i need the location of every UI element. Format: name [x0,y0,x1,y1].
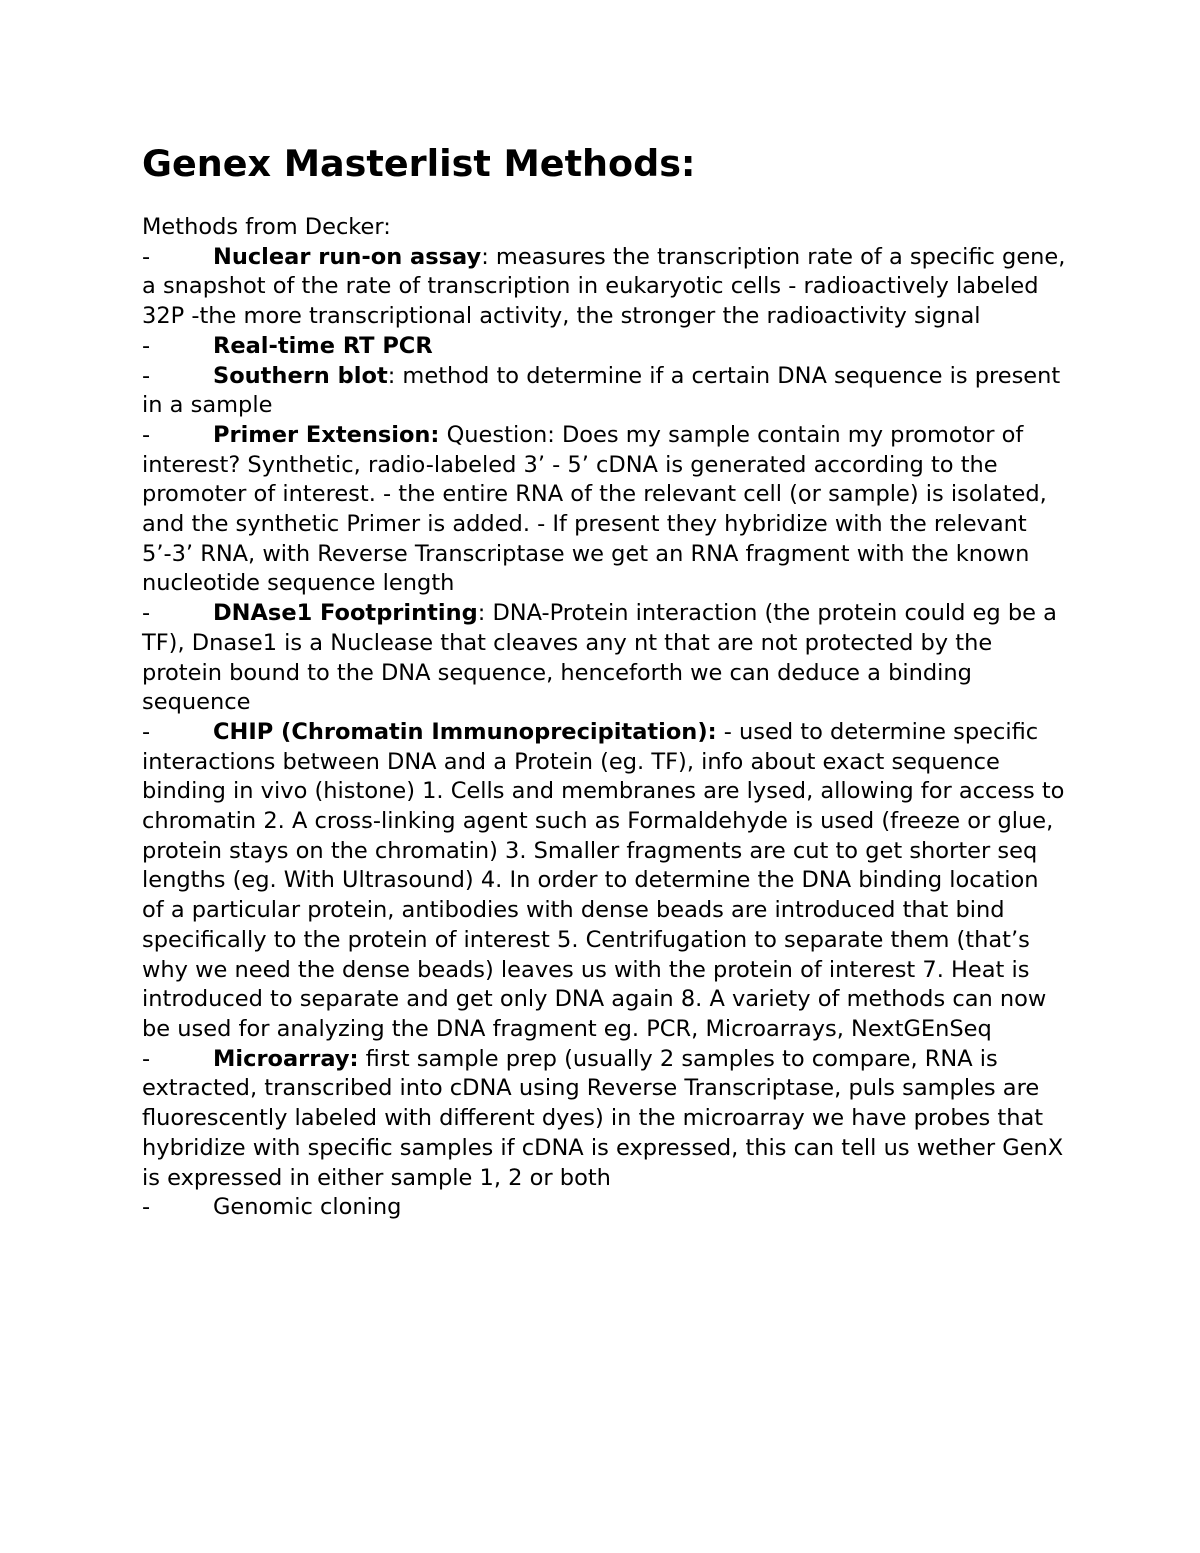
method-term: Real-time RT PCR [213,332,433,359]
bullet-dash: - [142,421,151,448]
bullet-dash: - [142,243,151,270]
methods-list [142,243,1067,1223]
bullet-dash: - [142,1045,151,1072]
bullet-dash: - [142,600,151,627]
bullet-dash: - [142,1194,151,1221]
method-text: Genomic cloning [213,1194,402,1221]
method-text: Question: Does my sample contain my promotor of interest? Synthetic, radio-labeled 3’ - 5’ cDNA is generated according to the promoter of interest. - the entire RNA of the relevant cell (or sample) is isolated, and the synthetic Primer is added. - If present they hybridize with the relevant 5’-3’ RNA, with Reverse Transcriptase we get an RNA fragment with the known nucleotide sequence length [142,421,1047,597]
document-page [142,140,1067,1223]
bullet-dash: - [142,362,151,389]
bullet-dash: - [142,332,151,359]
intro-line: Methods from Decker: [142,214,391,240]
method-term: Southern blot [213,362,388,389]
method-item-southern-blot [142,362,1067,421]
method-text: - used to determine specific interactions between DNA and a Protein (eg. TF), info about exact sequence binding in vivo (histone) 1. Cells and membranes are lysed, allowing for access to chromatin 2. A cross-linking agent such as Formaldehyde is used (freeze or glue, protein stays on the chromatin) 3. Smaller fragments are cut to get shorter seq lengths (eg. With Ultrasound) 4. In order to determine the DNA binding location of a particular protein, antibodies with dense beads are introduced that bind specifically to the protein of interest 5. Centrifugation to separate them (that’s why we need the dense beads) leaves us with the protein of interest 7. Heat is introduced to separate and get only DNA again 8. A variety of methods can now be used for analyzing the DNA fragment eg. PCR, Microarrays, NextGEnSeq [142,718,1065,1042]
method-text: : method to determine if a certain DNA sequence is present in a sample [142,362,1061,419]
method-item-dnase1-footprinting [142,599,1067,718]
method-text: : DNA-Protein interaction (the protein could eg be a TF), Dnase1 is a Nuclease that cleaves any nt that are not protected by the protein bound to the DNA sequence, henceforth we can deduce a binding sequence [142,600,1057,716]
method-text: first sample prep (usually 2 samples to compare, RNA is extracted, transcribed into cDNA using Reverse Transcriptase, puls samples are fluorescently labeled with different dyes) in the microarray we have probes that hybridize with specific samples if cDNA is expressed, this can tell us wether GenX is expressed in either sample 1, 2 or both [142,1045,1064,1191]
method-item-genomic-cloning [142,1193,1067,1223]
method-item-chip [142,718,1067,1045]
document-title: Genex Masterlist Methods: [142,142,696,185]
method-term: Microarray: [213,1045,359,1072]
method-text: : measures the transcription rate of a specific gene, a snapshot of the rate of transcription in eukaryotic cells - radioactively labeled 32P -the more transcriptional activity, the stronger the radioactivity signal [142,243,1066,330]
method-term: Nuclear run-on assay [213,243,482,270]
method-item-primer-extension [142,421,1067,599]
method-term: DNAse1 Footprinting [213,600,478,627]
bullet-dash: - [142,718,151,745]
method-term: Primer Extension: [213,421,440,448]
method-term: CHIP (Chromatin Immunoprecipitation): [213,718,717,745]
method-item-microarray [142,1045,1067,1194]
method-item-rt-pcr [142,332,1067,362]
method-item-nuclear-run-on [142,243,1067,332]
